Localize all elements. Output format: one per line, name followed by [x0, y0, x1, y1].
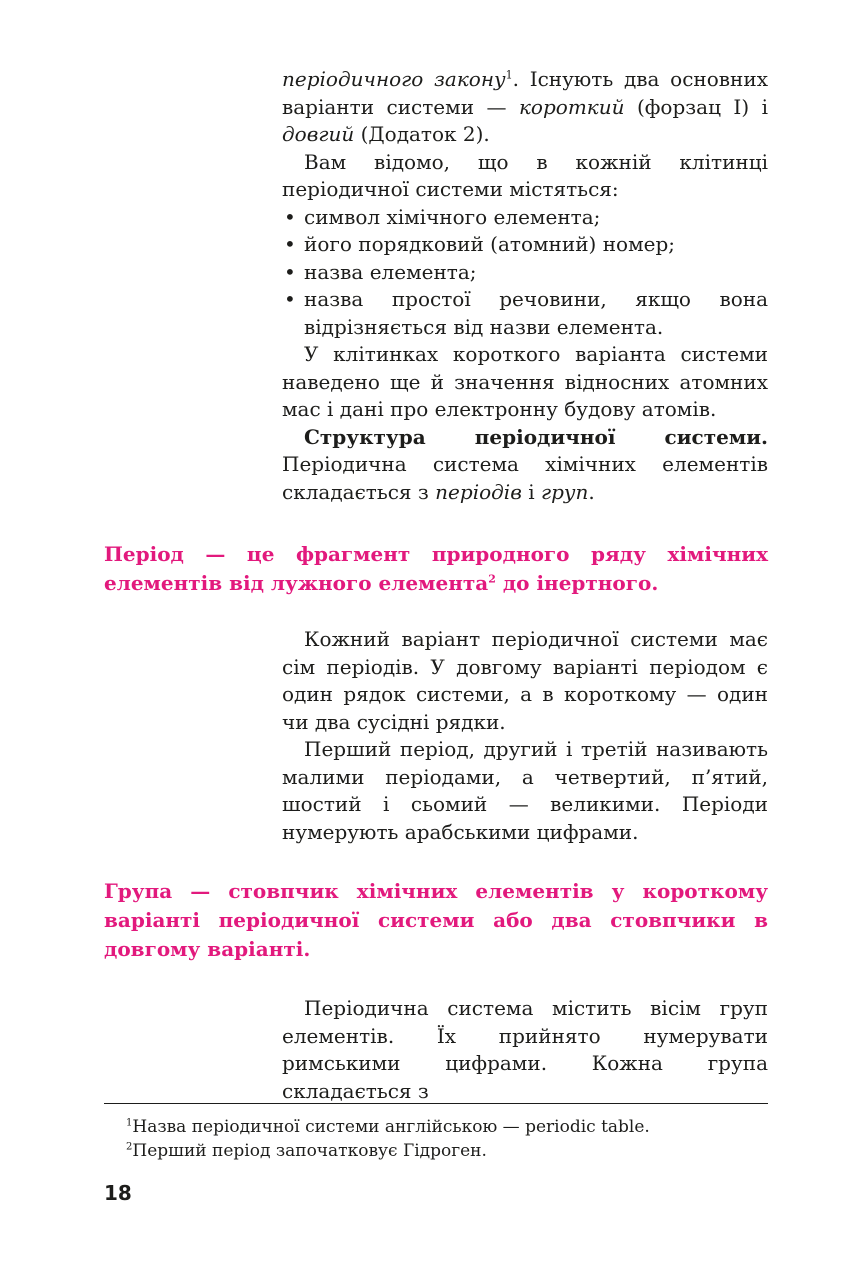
- paragraph-small-large-periods: Перший період, другий і третій називають малими періодами, а четвертий, п’ятий, шостий і сьомий — великими. Періоди нумерують арабськими цифрами.: [282, 737, 768, 844]
- list-item: • назва елемента;: [282, 259, 768, 287]
- paragraph-structure: Структура періодичної системи. Періодична система хімічних елементів складається з періодів і груп.: [282, 424, 768, 504]
- paragraph-short-variant: У клітинках короткого варіанта системи наведено ще й значення відносних атомних мас і дані про електронну будову атомів.: [282, 342, 768, 421]
- footnote-1: $^1$Назва періодичної системи англійською — periodic table.: [126, 1117, 650, 1137]
- page-number: 18: [104, 1181, 132, 1205]
- list-item: • його порядковий (атомний) номер;: [282, 231, 768, 259]
- paragraph-cell-contents: Вам відомо, що в кожній клітинці періодичної системи містяться:: [282, 149, 768, 201]
- footnote-2: $^2$Перший період започатковує Гідроген.: [126, 1141, 487, 1161]
- paragraph-groups: Періодична система містить вісім груп елементів. Їх прийнято нумерувати римськими цифрами. Кожна група складається з: [282, 996, 768, 1103]
- definition-period: Період — це фрагмент природного ряду хімічних елементів від лужного елемента$^2$ до інертного.: [104, 542, 768, 595]
- list-item: • назва простої речовини, якщо вона відрізняється від назви елемента.: [282, 286, 768, 341]
- paragraph-periods: Кожний варіант періодичної системи має сім періодів. У довгому варіанті періодом є один рядок системи, а в короткому — один чи два сусідні рядки.: [282, 627, 768, 734]
- text-block-3: [282, 995, 768, 1105]
- text-block-2: [282, 626, 768, 846]
- definition-group: Група — стовпчик хімічних елементів у короткому варіанті періодичної системи або два стовпчики в довгому варіанті.: [104, 879, 768, 961]
- list-item: • символ хімічного елемента;: [282, 204, 768, 232]
- text-block-1: [282, 66, 768, 506]
- bullet-list: [282, 204, 768, 342]
- footnote-divider: [104, 1103, 768, 1104]
- paragraph-intro: періодичного закону$^1$. Існують два основних варіанти системи — короткий (форзац I) і довгий (Додаток 2).: [282, 67, 769, 146]
